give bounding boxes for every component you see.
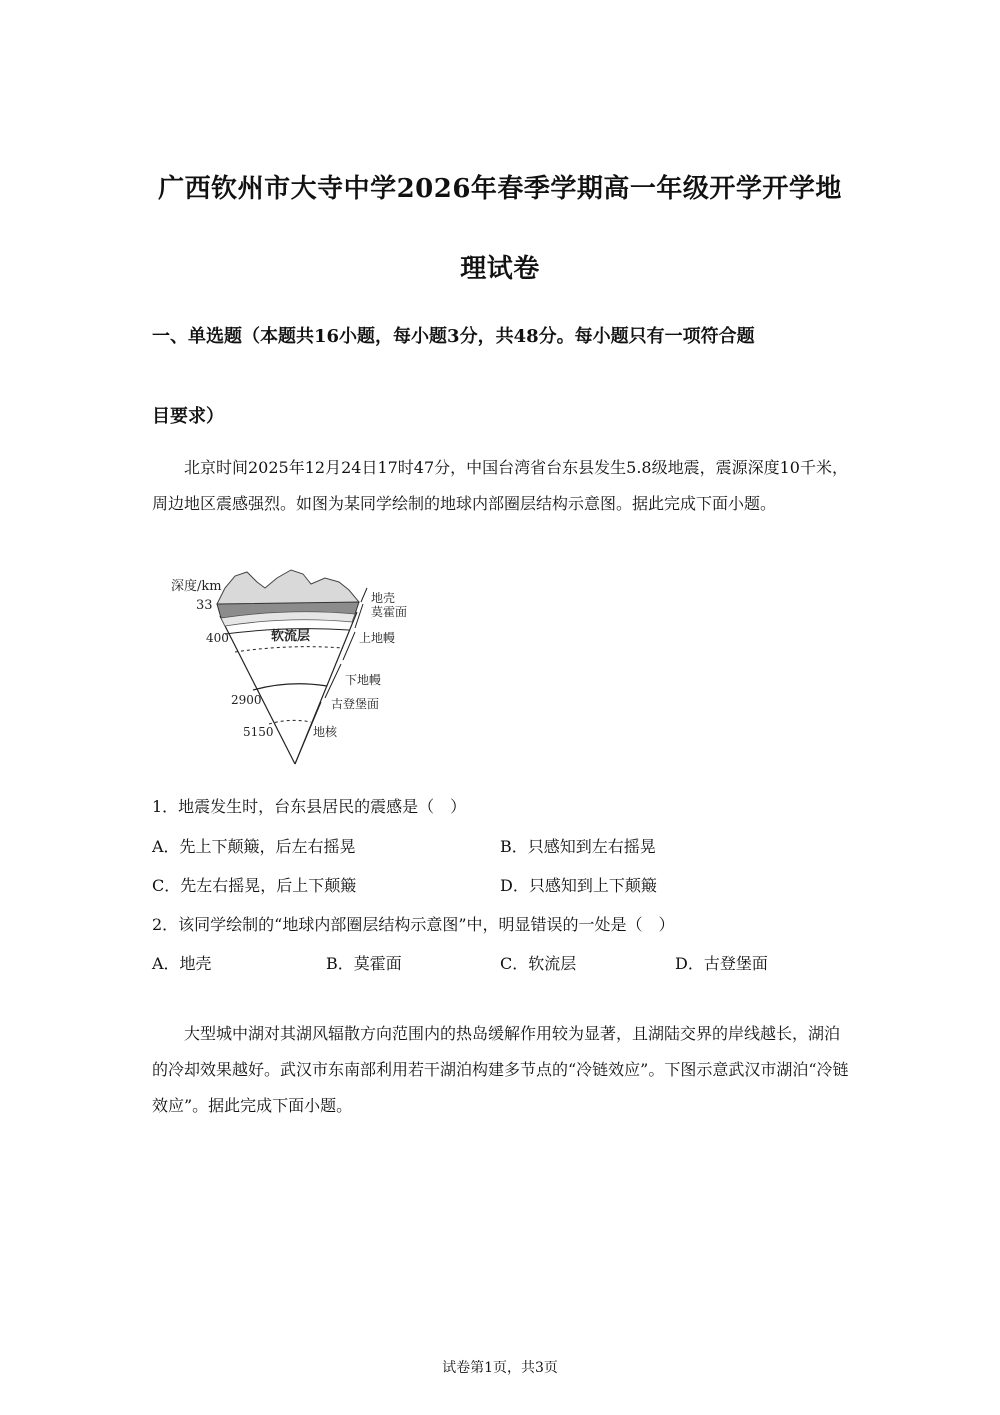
document-title-line1: 广西钦州市大寺中学2026年春季学期高一年级开学开学地 bbox=[158, 174, 842, 204]
asthenosphere-label: 软流层 bbox=[271, 629, 311, 644]
page-footer: 试卷第1页，共3页 bbox=[442, 1360, 558, 1376]
label-moho: 莫霍面 bbox=[371, 605, 408, 619]
q1-option-d: D．只感知到上下颠簸 bbox=[500, 876, 657, 895]
passage-wuhan-lakes: 大型城中湖对其湖风辐散方向范围内的热岛缓解作用较为显著，且湖陆交界的岸线越长，湖泊的冷却效果越好。武汉市东南部利用若干湖泊构建多节点的“冷链效应”。下图示意武汉市湖泊“冷链效应”。据此完成下面小题。 bbox=[152, 1024, 849, 1115]
question-2-stem: 2．该同学绘制的“地球内部圈层结构示意图”中，明显错误的一处是（ ） bbox=[152, 915, 675, 934]
depth-label-2900: 2900 bbox=[231, 693, 262, 707]
q1-option-c: C．先左右摇晃，后上下颠簸 bbox=[152, 876, 357, 895]
label-crust: 地壳 bbox=[371, 591, 396, 605]
boundary-5150 bbox=[269, 720, 311, 724]
label-gutenberg: 古登堡面 bbox=[331, 697, 380, 711]
label-core: 地核 bbox=[313, 725, 338, 739]
q2-option-a: A．地壳 bbox=[152, 954, 212, 973]
label-lower-mantle: 下地幔 bbox=[345, 673, 382, 687]
depth-label-5150: 5150 bbox=[243, 725, 274, 739]
q1-option-a: A．先上下颠簸，后左右摇晃 bbox=[152, 837, 356, 856]
depth-label-33: 33 bbox=[196, 598, 213, 613]
q1-option-b: B．只感知到左右摇晃 bbox=[500, 837, 656, 856]
depth-axis-label: 深度/km bbox=[171, 579, 222, 594]
label-upper-mantle: 上地幔 bbox=[359, 631, 396, 645]
section-heading-line2: 目要求） bbox=[152, 406, 224, 427]
passage-earthquake: 北京时间2025年12月24日17时47分，中国台湾省台东县发生5.8级地震，震源深度10千米，周边地区震感强烈。如图为某同学绘制的地球内部圈层结构示意图。据此完成下面小题。 bbox=[152, 458, 848, 513]
earth-interior-diagram bbox=[165, 568, 415, 778]
depth-label-400: 400 bbox=[206, 631, 229, 645]
section-heading-line1: 一、单选题（本题共16小题，每小题3分，共48分。每小题只有一项符合题 bbox=[152, 326, 755, 347]
q2-option-c: C．软流层 bbox=[500, 954, 577, 973]
question-1-stem: 1．地震发生时，台东县居民的震感是（ ） bbox=[152, 797, 467, 816]
q2-option-d: D．古登堡面 bbox=[675, 954, 768, 973]
document-title-line2: 理试卷 bbox=[460, 254, 540, 284]
boundary-2900 bbox=[253, 684, 327, 690]
q2-option-b: B．莫霍面 bbox=[326, 954, 402, 973]
asthenosphere-dashed bbox=[235, 647, 343, 652]
